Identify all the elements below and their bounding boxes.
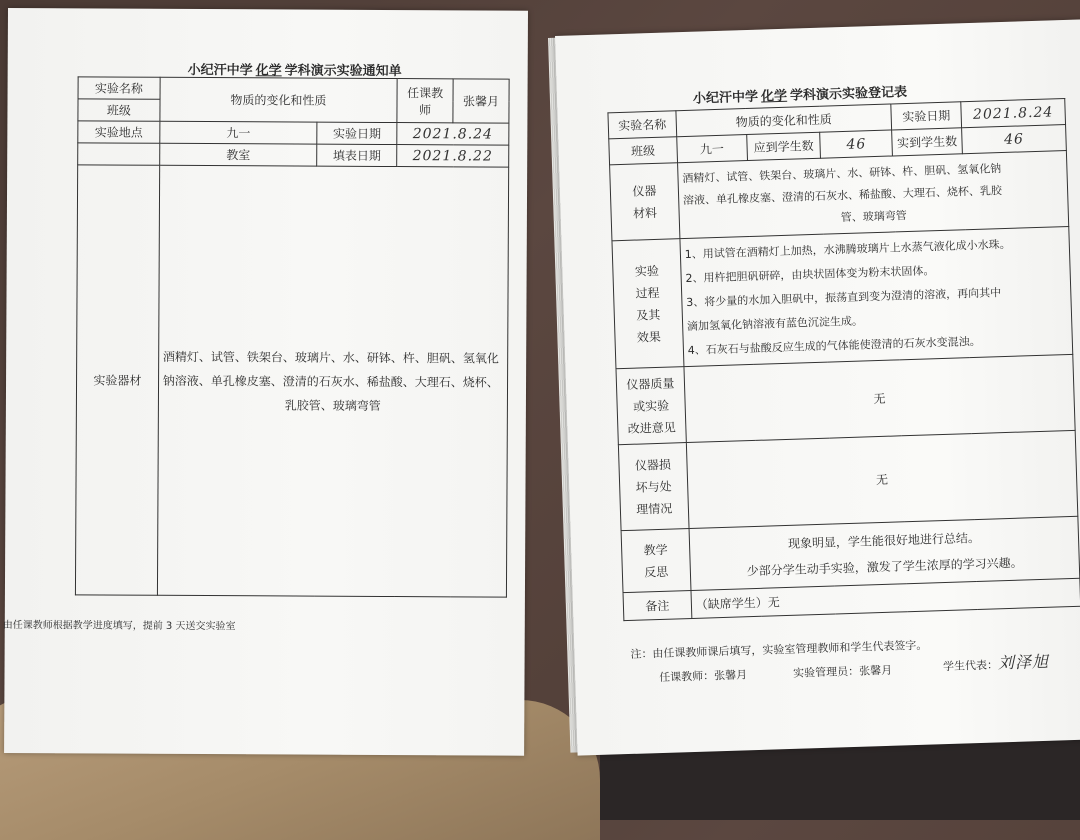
- actual-label: 实到学生数: [892, 128, 963, 156]
- process-cell: [680, 226, 1073, 366]
- process-label-line: 实验: [634, 263, 660, 279]
- exp-date-label: 实验日期: [317, 122, 397, 144]
- teacher-label: 任课教师: [397, 79, 453, 123]
- notice-sheet: [4, 8, 528, 756]
- reflection-line: 少部分学生动手实验，激发了学生浓厚的学习兴趣。: [746, 555, 1023, 578]
- damage-label-line: 理情况: [636, 501, 673, 517]
- materials-label: [610, 163, 680, 241]
- process-label: [612, 239, 684, 369]
- class-label: 班级: [609, 137, 678, 165]
- register-sheet: [555, 19, 1080, 755]
- student-rep-signature: 刘泽旭: [997, 651, 1050, 673]
- place-spacer: [78, 143, 160, 165]
- register-title: [693, 81, 908, 107]
- fill-date-label: 填表日期: [317, 144, 397, 166]
- school-name: 小纪汗中学: [187, 62, 253, 79]
- teacher-value: 张馨月: [453, 79, 509, 123]
- exp-date-label: 实验日期: [891, 102, 962, 130]
- quality-value: 无: [684, 354, 1075, 442]
- form-type: 学科演示实验登记表: [789, 84, 908, 104]
- teacher-signature: 任课教师：张馨月: [658, 668, 748, 685]
- subject-name: 化学: [255, 63, 282, 79]
- damage-value: 无: [686, 430, 1078, 528]
- materials-line: 酒精灯、试管、铁架台、玻璃片、水、研钵、杵、胆矾、氢氧化钠: [682, 161, 1002, 185]
- process-label-line: 效果: [636, 329, 662, 345]
- class-value: 九一: [677, 135, 748, 163]
- process-line: 滴加氢氧化钠溶液有蓝色沉淀生成。: [686, 313, 864, 333]
- exp-name-value: 物质的变化和性质: [676, 104, 892, 137]
- materials-line: 管、玻璃弯管: [840, 208, 907, 224]
- equipment-list: [163, 344, 504, 418]
- reflection-line: 现象明显，学生能很好地进行总结。: [787, 530, 981, 551]
- expected-value: 46: [820, 130, 893, 158]
- student-rep-label: 学生代表：: [942, 658, 999, 674]
- process-line: 1、用试管在酒精灯上加热，水沸腾玻璃片上水蒸气液化成小水珠。: [684, 237, 1011, 261]
- exp-name-label: 实验名称: [608, 111, 677, 139]
- materials-line: 溶液、单孔橡皮塞、澄清的石灰水、稀盐酸、大理石、烧杯、乳胶: [682, 183, 1003, 207]
- equipment-line: 乳胶管、玻璃弯管: [284, 397, 381, 413]
- register-footnote: 注：由任课教师课后填写，实验室管理教师和学生代表签字。: [630, 638, 928, 661]
- reflection-label: [621, 529, 691, 593]
- quality-label: [616, 367, 686, 445]
- quality-label-line: 改进意见: [627, 419, 676, 436]
- exp-name-label: 实验名称: [78, 77, 160, 99]
- school-name: 小纪汗中学: [692, 89, 759, 107]
- register-table: [607, 98, 1080, 621]
- process-line: 2、用杵把胆矾研碎，由块状固体变为粉末状固体。: [685, 263, 935, 285]
- equipment-cell: [157, 165, 508, 597]
- quality-label-line: 或实验: [632, 398, 670, 414]
- materials-list: [682, 156, 1064, 234]
- place-label: 实验地点: [78, 121, 160, 143]
- class-label: 班级: [78, 99, 160, 121]
- reflection-label-line: 反思: [644, 564, 669, 579]
- exp-date-value: 2021.8.24: [397, 123, 509, 146]
- equipment-line: 钠溶液、单孔橡皮塞、澄清的石灰水、稀盐酸、大理石、烧杯、: [162, 373, 499, 390]
- process-line: 4、石灰石与盐酸反应生成的气体能使澄清的石灰水变混浊。: [687, 334, 981, 357]
- quality-label-line: 仪器质量: [626, 375, 675, 392]
- notice-title: [188, 59, 402, 79]
- materials-cell: [677, 150, 1068, 238]
- damage-label: [618, 443, 688, 531]
- notice-table: [75, 76, 510, 597]
- process-label-line: 及其: [635, 307, 661, 323]
- materials-label-line: 仪器: [632, 183, 657, 199]
- expected-label: 应到学生数: [746, 132, 821, 160]
- fill-date-value: 2021.8.22: [397, 145, 509, 168]
- exp-name-value: 物质的变化和性质: [160, 77, 398, 122]
- equipment-label: 实验器材: [75, 165, 159, 595]
- materials-label-line: 材料: [632, 205, 658, 221]
- student-rep: [943, 649, 1050, 675]
- subject-name: 化学: [760, 88, 788, 105]
- class-value: 九一: [160, 121, 318, 144]
- actual-value: 46: [962, 125, 1067, 154]
- remarks-value: （缺席学生）无: [691, 578, 1080, 618]
- process-list: [684, 231, 1068, 363]
- lab-admin-signature: 实验管理员：张馨月: [792, 663, 893, 680]
- place-value: 教室: [159, 143, 317, 166]
- process-line: 3、将少量的水加入胆矾中，振荡直到变为澄清的溶液，再向其中: [686, 285, 1002, 309]
- remarks-label: 备注: [623, 591, 692, 621]
- form-type: 学科演示实验通知单: [284, 63, 402, 80]
- damage-label-line: 仪器损: [634, 457, 672, 473]
- notice-footnote: 由任课教师根据教学进度填写，提前 3 天送交实验室: [2, 619, 236, 633]
- damage-label-line: 坏与处: [635, 479, 672, 495]
- equipment-line: 酒精灯、试管、铁架台、玻璃片、水、研钵、杵、胆矾、氢氧化: [162, 349, 500, 366]
- process-label-line: 过程: [635, 285, 660, 301]
- reflection-label-line: 教学: [643, 542, 668, 557]
- exp-date-value: 2021.8.24: [961, 99, 1066, 128]
